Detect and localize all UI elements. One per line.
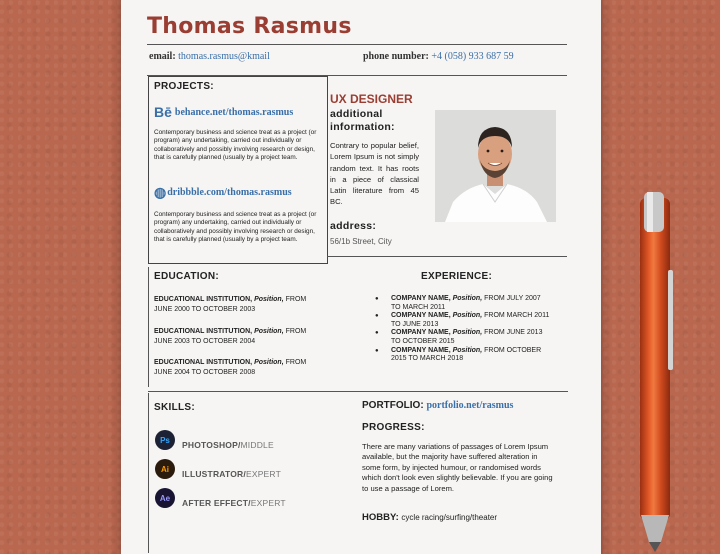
pen-illustration bbox=[628, 190, 688, 554]
project-description: Contemporary business and science treat as a project (or program) any undertaking, carried out individually or collaboratively and possibly involving research or design, that is carefully planned (usually by a project team. bbox=[154, 129, 317, 162]
from-label: FROM bbox=[285, 296, 307, 303]
education-item bbox=[154, 327, 344, 347]
phone-label: phone number: bbox=[363, 51, 429, 62]
from-label: FROM bbox=[484, 312, 505, 320]
institution-name: EDUCATIONAL INSTITUTION, bbox=[154, 359, 253, 366]
experience-item bbox=[375, 312, 551, 329]
profile-photo-illustration bbox=[435, 110, 556, 222]
after-effects-icon: Ae bbox=[155, 488, 175, 508]
hobby-value: cycle racing/surfing/theater bbox=[401, 513, 498, 522]
date-range: JUNE 2000 TO OCTOBER 2003 bbox=[154, 306, 256, 313]
email-line bbox=[149, 51, 270, 62]
projects-title: PROJECTS: bbox=[154, 81, 214, 92]
position: Position, bbox=[254, 296, 284, 303]
company-name: COMPANY NAME, bbox=[391, 329, 451, 337]
education-item bbox=[154, 295, 344, 315]
candidate-name: Thomas Rasmus bbox=[147, 14, 352, 39]
divider bbox=[147, 44, 567, 45]
resume-page bbox=[121, 0, 601, 554]
project-item-behance bbox=[154, 104, 293, 120]
dribbble-link[interactable]: dribbble.com/thomas.rasmus bbox=[167, 187, 292, 198]
portfolio-link[interactable]: portfolio.net/rasmus bbox=[426, 400, 514, 411]
skill-level: EXPERT bbox=[245, 469, 282, 479]
additional-info-title: additional information: bbox=[330, 108, 395, 133]
skill-name: ILLUSTRATOR bbox=[182, 469, 244, 479]
address-value: 56/1b Street, City bbox=[330, 237, 392, 246]
skill-item-illustrator bbox=[155, 459, 281, 479]
skill-level: EXPERT bbox=[250, 498, 286, 508]
education-title: EDUCATION: bbox=[154, 271, 220, 282]
skills-border bbox=[148, 393, 149, 553]
date-range: JUNE 2004 TO OCTOBER 2008 bbox=[154, 369, 256, 376]
skill-level: MIDDLE bbox=[240, 440, 274, 450]
hobby-label: HOBBY: bbox=[362, 512, 399, 523]
institution-name: EDUCATIONAL INSTITUTION, bbox=[154, 328, 253, 335]
position: Position, bbox=[452, 329, 483, 337]
experience-item bbox=[375, 347, 551, 364]
from-label: FROM bbox=[484, 295, 505, 302]
address-title: address: bbox=[330, 220, 377, 232]
project-description: Contemporary business and science treat as a project (or program) any undertaking, carried out individually or collaboratively and possibly involving research or design, that is carefully planned (usually by a project team. bbox=[154, 211, 317, 244]
date-range: JUNE 2003 TO OCTOBER 2004 bbox=[154, 338, 256, 345]
phone-value[interactable]: +4 (058) 933 687 59 bbox=[431, 51, 514, 62]
date-range: JUNE 2013 TO OCTOBER 2015 bbox=[391, 329, 543, 345]
email-label: email: bbox=[149, 51, 176, 62]
experience-item bbox=[375, 329, 551, 346]
institution-name: EDUCATIONAL INSTITUTION, bbox=[154, 296, 253, 303]
project-item-dribbble bbox=[154, 184, 292, 201]
behance-icon: Bē bbox=[154, 104, 172, 120]
company-name: COMPANY NAME, bbox=[391, 346, 451, 354]
photoshop-icon: Ps bbox=[155, 430, 175, 450]
phone-line bbox=[363, 51, 514, 62]
position: Position, bbox=[254, 359, 284, 366]
position: Position, bbox=[452, 312, 483, 320]
company-name: COMPANY NAME, bbox=[391, 312, 451, 320]
skill-item-photoshop bbox=[155, 430, 274, 450]
experience-title: EXPERIENCE: bbox=[421, 271, 493, 282]
behance-link[interactable]: behance.net/thomas.rasmus bbox=[174, 106, 294, 118]
position: Position, bbox=[452, 346, 483, 354]
date-range: JULY 2007 TO MARCH 2011 bbox=[391, 295, 541, 311]
from-label: FROM bbox=[484, 329, 505, 337]
from-label: FROM bbox=[484, 346, 505, 354]
company-name: COMPANY NAME, bbox=[391, 295, 451, 302]
from-label: FROM bbox=[285, 359, 307, 366]
education-item bbox=[154, 358, 344, 378]
skill-name: PHOTOSHOP bbox=[182, 440, 238, 450]
education-border bbox=[148, 267, 149, 387]
role-title: UX DESIGNER bbox=[330, 92, 413, 106]
position: Position, bbox=[452, 295, 483, 302]
skill-label: AFTER EFFECT/EXPERT bbox=[182, 498, 286, 508]
progress-title: PROGRESS: bbox=[362, 422, 425, 433]
skill-name: AFTER EFFECT bbox=[182, 498, 249, 508]
additional-info-text: Contrary to popular belief, Lorem Ipsum is not simply random text. It has roots in a piece of classical Latin literature from 45 BC. bbox=[330, 141, 419, 207]
skills-title: SKILLS: bbox=[154, 402, 195, 413]
portfolio-label: PORTFOLIO: bbox=[362, 400, 424, 411]
skill-label: ILLUSTRATOR/EXPERT bbox=[182, 469, 282, 479]
progress-text: There are many variations of passages of Lorem Ipsum available, but the majority have suffered alteration in some form, by injected humour, or randomised words which don't look even slightly believable. If you are going to use a passage of Lorem. bbox=[362, 442, 553, 493]
email-value[interactable]: thomas.rasmus@kmail bbox=[178, 51, 270, 62]
illustrator-icon: Ai bbox=[155, 459, 175, 479]
position: Position, bbox=[254, 328, 284, 335]
divider bbox=[148, 391, 568, 392]
skill-item-after-effect bbox=[155, 488, 286, 508]
projects-box bbox=[148, 76, 328, 264]
portfolio-line bbox=[362, 400, 513, 411]
date-range: MARCH 2011 TO JUNE 2013 bbox=[391, 312, 550, 328]
from-label: FROM bbox=[285, 328, 307, 335]
date-range: OCTOBER 2015 TO MARCH 2018 bbox=[391, 346, 542, 363]
hobby-line bbox=[362, 512, 497, 523]
skill-label: PHOTOSHOP/MIDDLE bbox=[182, 440, 274, 450]
divider bbox=[327, 256, 567, 257]
profile-photo bbox=[435, 110, 556, 222]
experience-list bbox=[375, 295, 551, 364]
experience-item bbox=[375, 295, 551, 312]
dribbble-icon: ◍ bbox=[154, 184, 167, 200]
